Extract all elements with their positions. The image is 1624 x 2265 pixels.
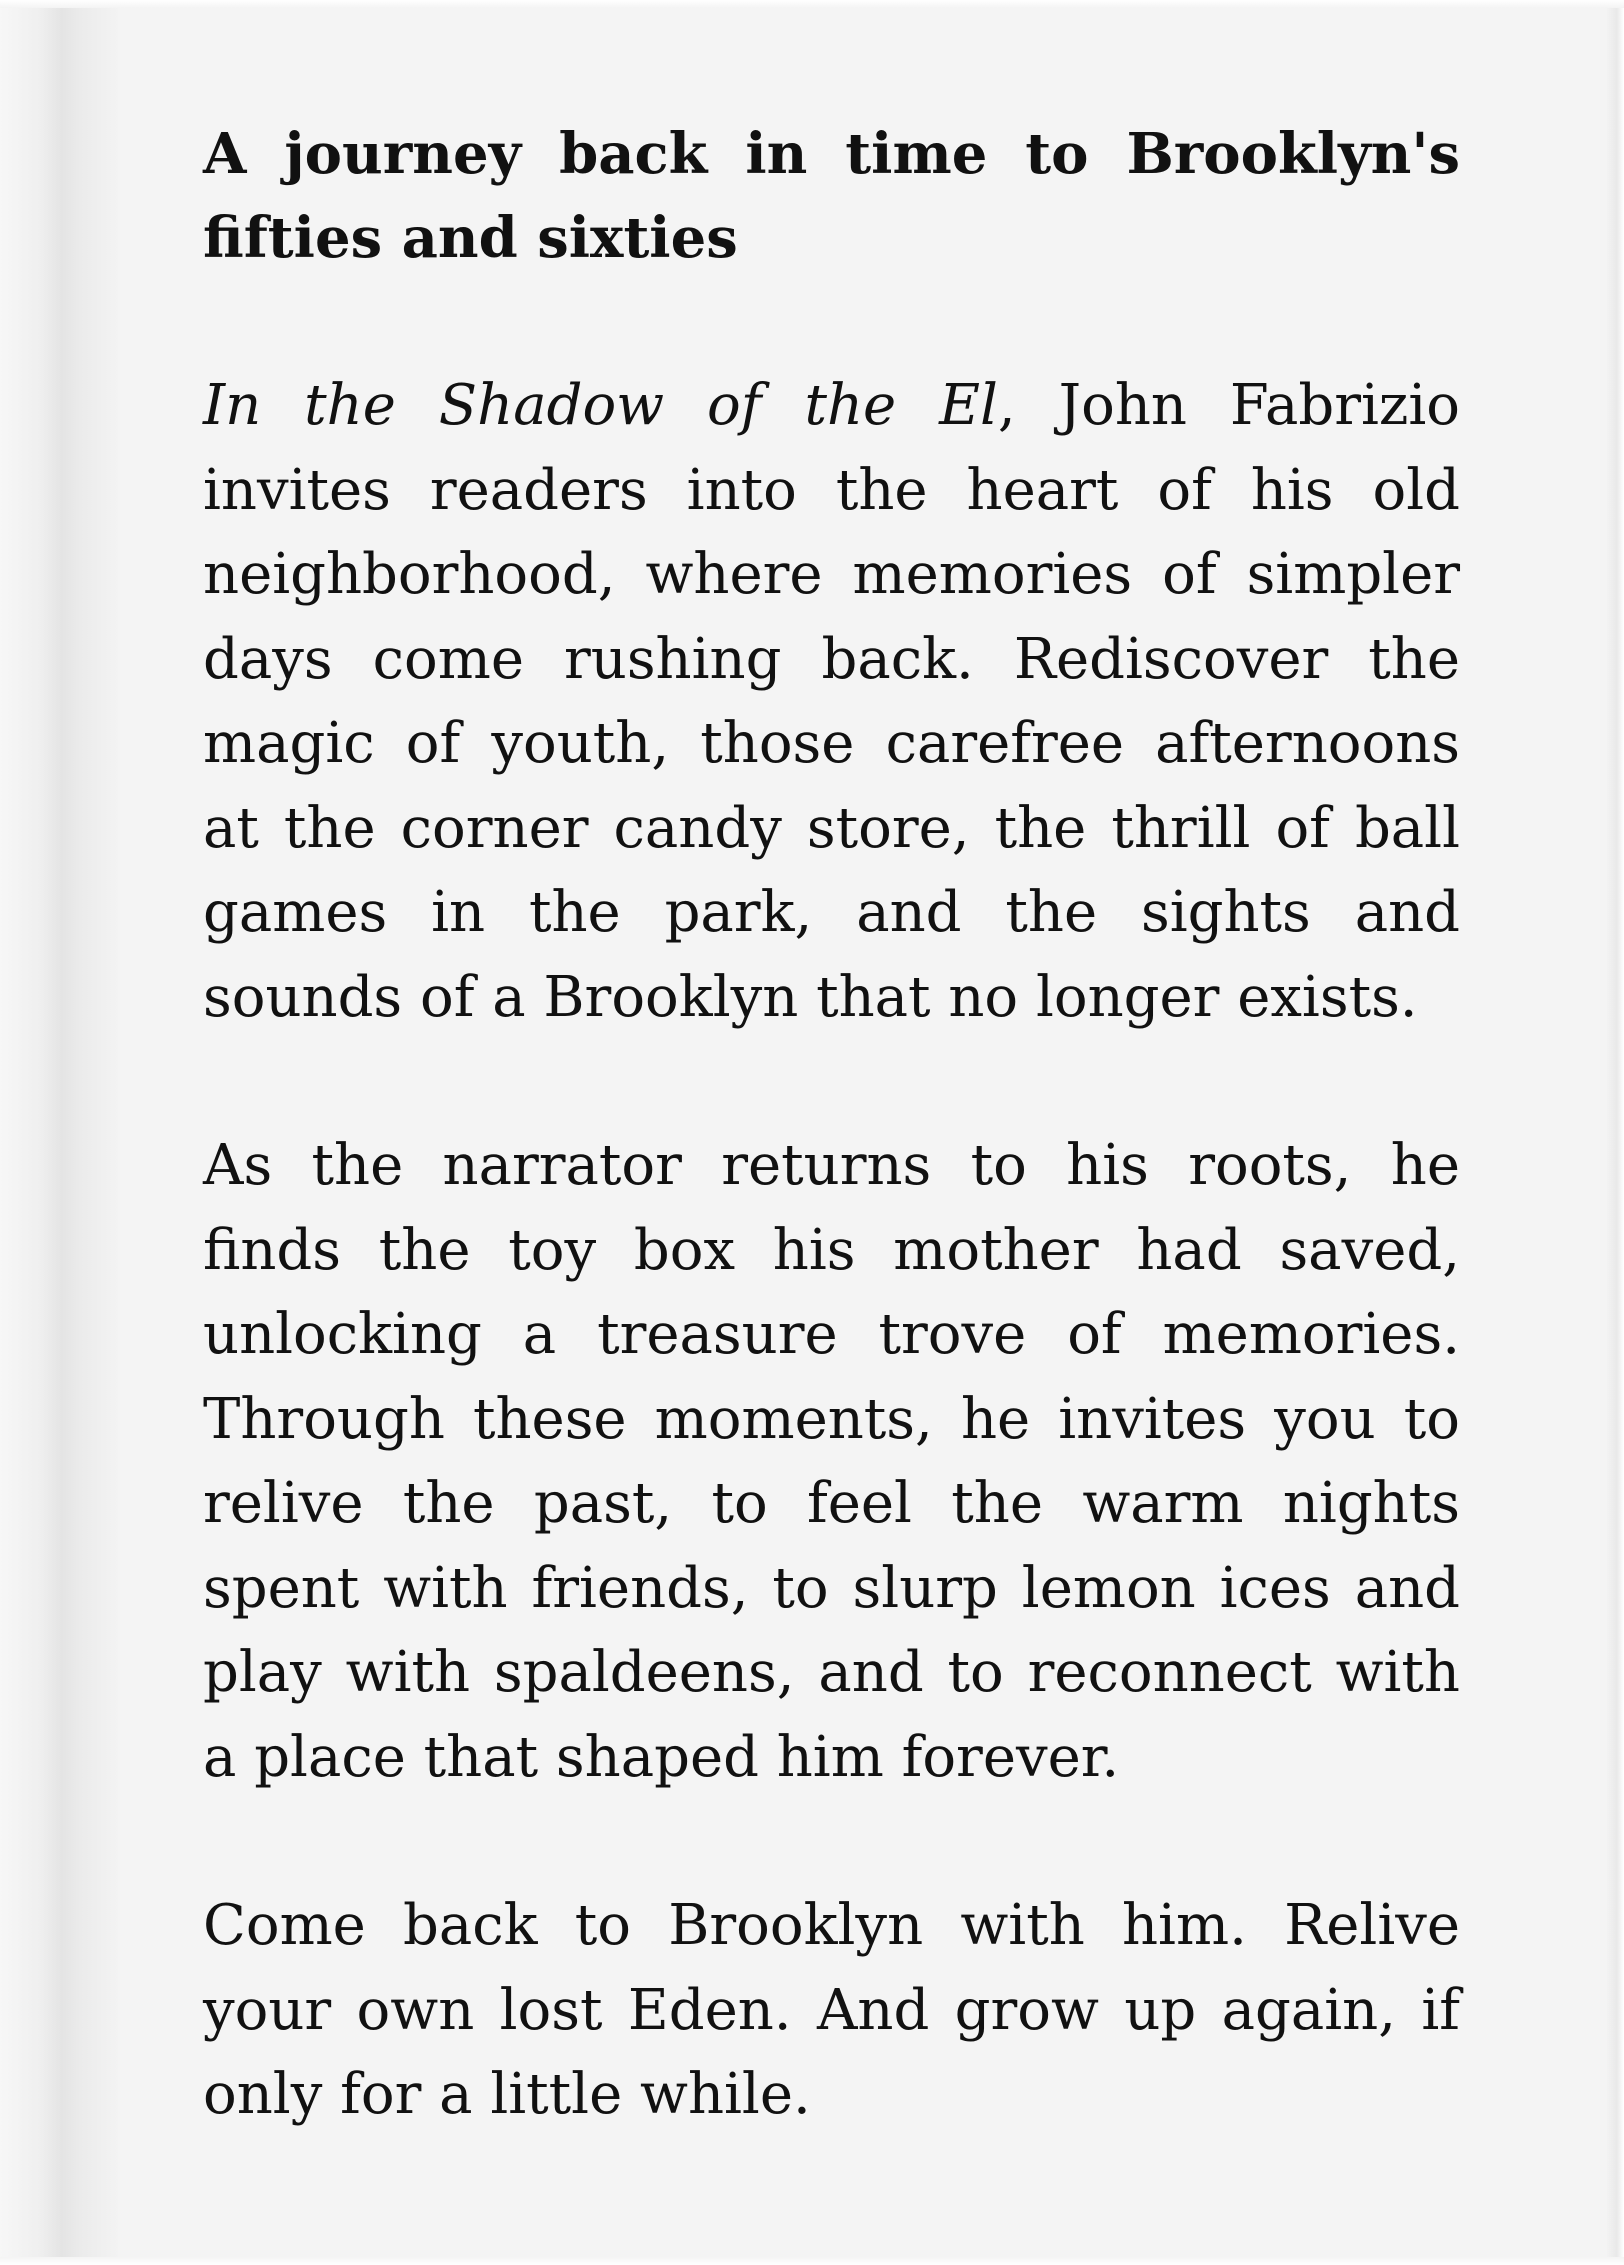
cover-bottom-edge [0, 2257, 1624, 2265]
cover-top-edge [0, 0, 1624, 8]
blurb-paragraph-1-text: , John Fabrizio invites readers into the heart of his old neighborhood, where memories of simpler days come rushing back. Rediscover the magic of youth, those carefree afternoons at the corner candy store, the thrill of ball games in the park, and the sights and sounds of a Brooklyn that no longer exists. [203, 373, 1461, 1030]
cover-right-edge [1606, 0, 1624, 2265]
blurb-headline: A journey back in time to Brooklyn's fifties and sixties [203, 121, 1460, 271]
blurb-paragraph-3: Come back to Brooklyn with him. Relive your own lost Eden. And grow up again, if only for a little while. [203, 1893, 1460, 2127]
blurb-paragraph-1 [203, 364, 1460, 1040]
book-spine-shading [0, 0, 118, 2265]
book-title-italic: In the Shadow of the El [203, 373, 998, 438]
blurb-paragraph-2: As the narrator returns to his roots, he finds the toy box his mother had saved, unlocking a treasure trove of memories. Through these moments, he invites you to relive the past, to feel the warm nights spent with friends, to slurp lemon ices and play with spaldeens, and to reconnect with a place that shaped him forever. [203, 1133, 1460, 1790]
blurb-text-block [203, 112, 1460, 2138]
